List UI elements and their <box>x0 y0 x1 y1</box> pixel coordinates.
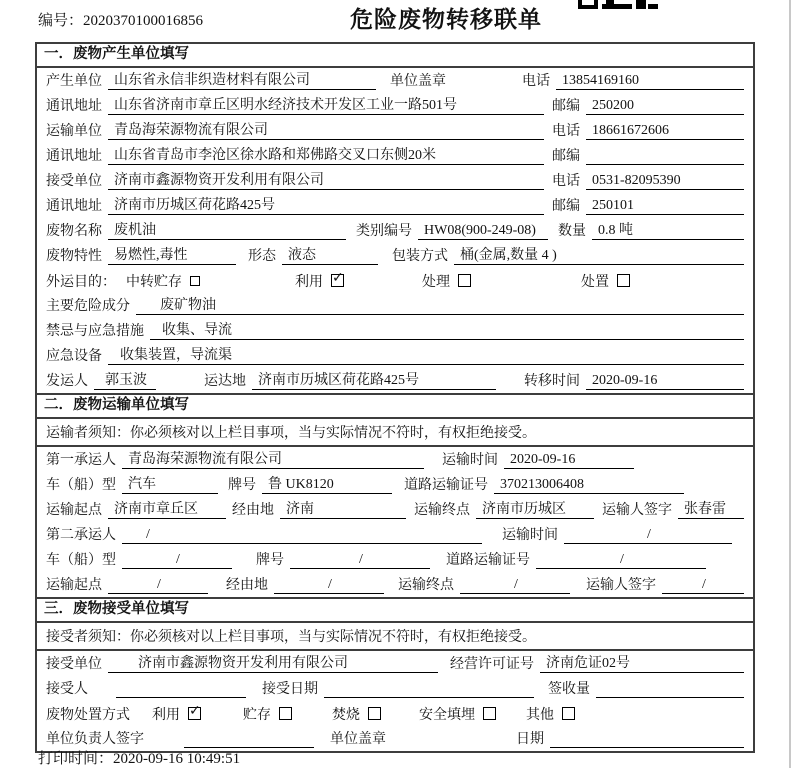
carrier2-plate-value: / <box>290 552 430 569</box>
unit-seal-label: 单位盖章 <box>390 74 446 89</box>
address-label: 通讯地址 <box>46 99 102 114</box>
carrier1-vehicle-row <box>37 472 753 497</box>
carrier2-end-value: / <box>460 577 570 594</box>
disposal-option-incinerate-label: 焚烧 <box>332 707 360 723</box>
transporter-notice-row <box>37 419 753 447</box>
transporter-notice-text: 运输者须知：你必须核对以上栏目事项，当与实际情况不符时，有权拒绝接受。 <box>46 426 536 441</box>
producer-zip-value: 250200 <box>586 98 744 115</box>
carrier2-permit-value: / <box>536 552 706 569</box>
consignor-row <box>37 368 753 393</box>
plate-label: 牌号 <box>256 553 284 568</box>
recipient-label: 接受人 <box>46 682 88 697</box>
consignor-value: 郭玉波 <box>94 369 156 390</box>
via-label: 经由地 <box>226 578 268 593</box>
disposal-landfill-checkbox <box>483 707 496 720</box>
equipment-value: 收集装置，导流渠 <box>108 344 744 365</box>
form-label: 形态 <box>248 249 276 264</box>
carrier1-label: 第一承运人 <box>46 453 116 468</box>
disposal-method-row <box>37 701 753 726</box>
transporter-row <box>37 118 753 143</box>
transporter-value: 青岛海荣源物流有限公司 <box>108 119 544 140</box>
section2-header: 二．废物运输单位填写 <box>37 393 753 419</box>
waste-name-value: 废机油 <box>108 219 346 240</box>
disposal-option-landfill-label: 安全填埋 <box>419 707 475 723</box>
carrier2-vehicle-row <box>37 547 753 572</box>
packing-value: 桶(金属,数量 4 ) <box>454 244 744 265</box>
accepting-unit-label: 接受单位 <box>46 657 102 672</box>
transfer-purpose-row <box>37 268 753 293</box>
transfer-time-label: 转移时间 <box>524 374 580 389</box>
carrier1-vehicle-value: 汽车 <box>122 473 218 494</box>
check-mark-icon: ✓ <box>189 703 201 719</box>
transporter-sign-label: 运输人签字 <box>586 578 656 593</box>
carrier1-time-value: 2020-09-16 <box>504 452 634 469</box>
carrier2-label: 第二承运人 <box>46 528 116 543</box>
zip-label: 邮编 <box>552 99 580 114</box>
carrier1-sign-value: 张春雷 <box>678 498 744 519</box>
license-value: 济南危证02号 <box>540 652 744 673</box>
zip-label: 邮编 <box>552 199 580 214</box>
receiver-zip-value: 250101 <box>586 198 744 215</box>
purpose-option-use-label: 利用 <box>295 274 323 290</box>
road-permit-label: 道路运输证号 <box>404 478 488 493</box>
destination-value: 济南市历城区荷花路425号 <box>252 369 496 390</box>
receiver-notice-row <box>37 623 753 651</box>
serial-label: 编号： <box>38 13 84 29</box>
disposal-option-store-label: 贮存 <box>243 707 271 723</box>
recipient-row <box>37 676 753 701</box>
transfer-time-value: 2020-09-16 <box>586 373 744 390</box>
address-label: 通讯地址 <box>46 149 102 164</box>
receiver-value: 济南市鑫源物资开发利用有限公司 <box>108 169 544 190</box>
disposal-other-checkbox <box>562 707 575 720</box>
date-label: 日期 <box>516 732 544 747</box>
purpose-label: 外运目的： <box>46 274 116 290</box>
carrier2-via-value: / <box>274 577 384 594</box>
road-permit-label: 道路运输证号 <box>446 553 530 568</box>
recipient-value <box>116 681 246 698</box>
phone-label: 电话 <box>552 124 580 139</box>
trait-label: 废物特性 <box>46 249 102 264</box>
check-mark-icon: ✓ <box>332 270 344 286</box>
producer-address-row <box>37 93 753 118</box>
emergency-equipment-row <box>37 343 753 368</box>
waste-name-row <box>37 218 753 243</box>
vehicle-type-label: 车（船）型 <box>46 478 116 493</box>
purpose-storage-checkbox <box>190 276 200 286</box>
carrier2-origin-value: / <box>108 577 208 594</box>
carrier2-sign-value: / <box>662 577 744 594</box>
carrier2-vehicle-value: / <box>122 552 232 569</box>
disposal-option-other-label: 其他 <box>526 707 554 723</box>
category-label: 类别编号 <box>356 224 412 239</box>
print-time-label: 打印时间： <box>38 751 114 767</box>
producer-address-value: 山东省济南市章丘区明水经济技术开发区工业一路501号 <box>108 94 544 115</box>
carrier1-value: 青岛海荣源物流有限公司 <box>122 448 424 469</box>
form-value: 液态 <box>282 244 378 265</box>
section3-header: 三．废物接受单位填写 <box>37 597 753 623</box>
disposal-option-use-label: 利用 <box>152 707 180 723</box>
transporter-address-value: 山东省青岛市李沧区徐水路和郑佛路交叉口东侧20米 <box>108 144 544 165</box>
receiver-phone-value: 0531-82095390 <box>586 173 744 190</box>
main-hazard-label: 主要危险成分 <box>46 299 130 314</box>
consignor-label: 发运人 <box>46 374 88 389</box>
destination-label: 运达地 <box>204 374 246 389</box>
carrier2-row <box>37 522 753 547</box>
waste-name-label: 废物名称 <box>46 224 102 239</box>
receiver-row <box>37 168 753 193</box>
transporter-label: 运输单位 <box>46 124 102 139</box>
phone-label: 电话 <box>552 174 580 189</box>
disposal-incinerate-checkbox <box>368 707 381 720</box>
unit-seal-label: 单位盖章 <box>330 732 386 747</box>
purpose-dispose-checkbox <box>617 274 630 287</box>
trait-value: 易燃性,毒性 <box>108 244 236 265</box>
signed-amount-label: 签收量 <box>548 682 590 697</box>
purpose-use-checkbox-checked <box>331 270 344 287</box>
main-hazard-row <box>37 293 753 318</box>
carrier1-plate-value: 鲁 UK8120 <box>262 473 392 494</box>
print-time-value: 2020-09-16 10:49:51 <box>113 751 241 767</box>
origin-label: 运输起点 <box>46 578 102 593</box>
carrier1-via-value: 济南 <box>280 498 406 519</box>
purpose-treat-checkbox <box>458 274 471 287</box>
disposal-use-checkbox-checked <box>188 703 201 720</box>
address-label: 通讯地址 <box>46 199 102 214</box>
license-label: 经营许可证号 <box>450 657 534 672</box>
transporter-phone-value: 18661672606 <box>586 123 744 140</box>
carrier1-route-row <box>37 497 753 522</box>
vehicle-type-label: 车（船）型 <box>46 553 116 568</box>
transport-time-label: 运输时间 <box>502 528 558 543</box>
purpose-option-storage-label: 中转贮存 <box>126 274 182 290</box>
end-label: 运输终点 <box>414 503 470 518</box>
producer-value: 山东省永信非织造材料有限公司 <box>108 69 376 90</box>
plate-label: 牌号 <box>228 478 256 493</box>
producer-phone-value: 13854169160 <box>556 73 744 90</box>
qr-code-fragment <box>578 0 658 9</box>
receiver-notice-text: 接受者须知：你必须核对以上栏目事项，当与实际情况不符时，有权拒绝接受。 <box>46 630 536 645</box>
manifest-form <box>35 42 755 753</box>
packing-label: 包装方式 <box>392 249 448 264</box>
disposal-method-label: 废物处置方式 <box>46 707 130 723</box>
purpose-option-treat-label: 处理 <box>422 274 450 290</box>
transporter-address-row <box>37 143 753 168</box>
head-sign-label: 单位负责人签字 <box>46 732 144 747</box>
carrier1-row <box>37 447 753 472</box>
accepting-unit-row <box>37 651 753 676</box>
via-label: 经由地 <box>232 503 274 518</box>
producer-row <box>37 68 753 93</box>
category-value: HW08(900-249-08) <box>418 223 548 240</box>
taboo-row <box>37 318 753 343</box>
carrier1-permit-value: 370213006408 <box>494 477 684 494</box>
serial-value: 2020370100016856 <box>83 13 204 29</box>
main-hazard-value: 废矿物油 <box>136 294 744 315</box>
transporter-zip-value <box>586 148 744 165</box>
quantity-label: 数量 <box>558 224 586 239</box>
quantity-value: 0.8 吨 <box>592 219 744 240</box>
zip-label: 邮编 <box>552 149 580 164</box>
receiver-address-value: 济南市历城区荷花路425号 <box>108 194 544 215</box>
section1-header: 一．废物产生单位填写 <box>37 44 753 68</box>
carrier2-route-row <box>37 572 753 597</box>
end-label: 运输终点 <box>398 578 454 593</box>
phone-label: 电话 <box>522 74 550 89</box>
origin-label: 运输起点 <box>46 503 102 518</box>
equipment-label: 应急设备 <box>46 349 102 364</box>
purpose-option-dispose-label: 处置 <box>581 274 609 290</box>
signed-amount-value <box>596 681 744 698</box>
disposal-store-checkbox <box>279 707 292 720</box>
accept-date-value <box>324 681 534 698</box>
date-value <box>550 731 744 748</box>
accepting-unit-value: 济南市鑫源物资开发利用有限公司 <box>108 652 438 673</box>
print-time <box>38 747 240 768</box>
taboo-label: 禁忌与应急措施 <box>46 324 144 339</box>
carrier1-end-value: 济南市历城区 <box>476 498 594 519</box>
transport-time-label: 运输时间 <box>442 453 498 468</box>
accept-date-label: 接受日期 <box>262 682 318 697</box>
taboo-value: 收集、导流 <box>150 319 744 340</box>
producer-label: 产生单位 <box>46 74 102 89</box>
receiver-address-row <box>37 193 753 218</box>
window-edge <box>789 0 791 768</box>
carrier2-time-value: / <box>564 527 732 544</box>
waste-trait-row <box>37 243 753 268</box>
head-sign-value <box>184 731 314 748</box>
carrier2-value: / <box>122 527 482 544</box>
page-title: 危险废物转移联单 <box>350 7 542 32</box>
carrier1-origin-value: 济南市章丘区 <box>108 498 226 519</box>
transporter-sign-label: 运输人签字 <box>602 503 672 518</box>
receiver-label: 接受单位 <box>46 174 102 189</box>
